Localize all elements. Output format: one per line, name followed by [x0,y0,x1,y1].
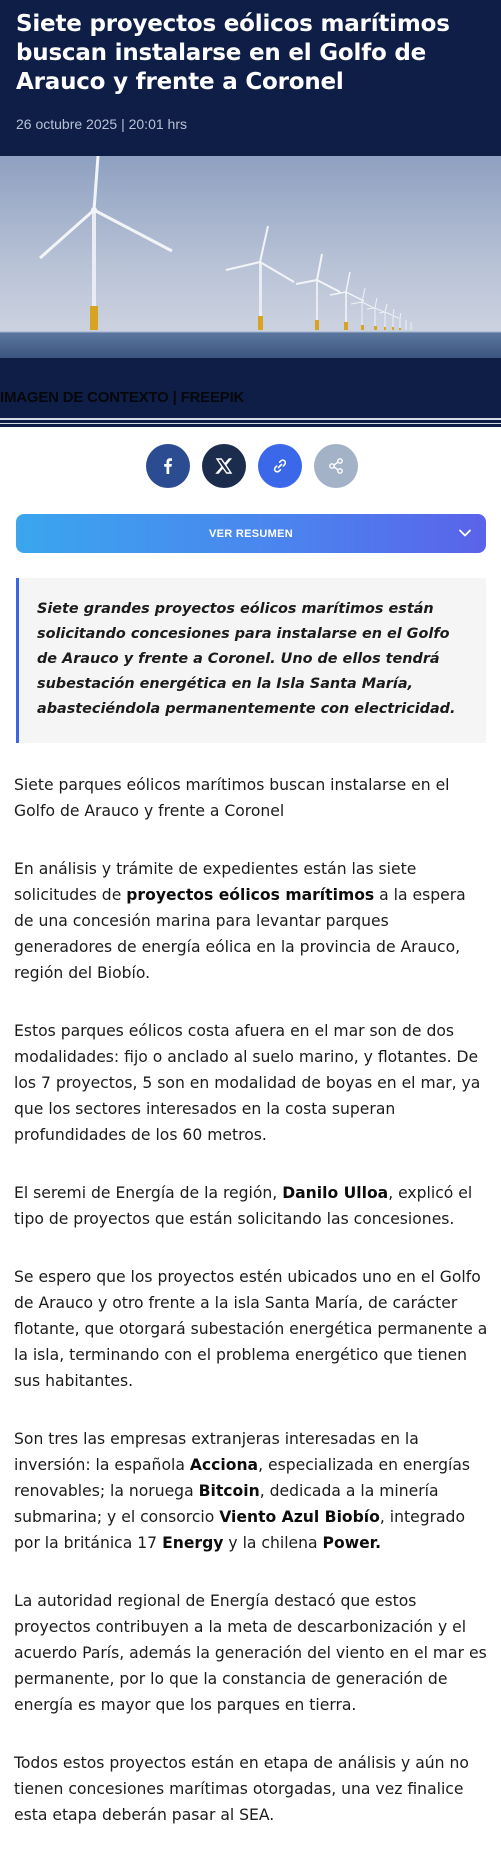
body-paragraph-2 [14,856,488,986]
share-icon [327,457,345,475]
article-date: 26 octubre 2025 | 20:01 hrs [16,116,187,132]
text-run: Son tres las empresas extranjeras interesadas en la inversión: la española [14,1430,419,1474]
article-lead-quote [16,578,486,743]
divider [0,423,501,424]
body-paragraph-1: Siete parques eólicos marítimos buscan instalarse en el Golfo de Arauco y frente a Coronel [14,776,450,820]
text-run: , dedicada a la minería submarina; y el consorcio [14,1482,439,1526]
article-title: Siete proyectos eólicos marítimos buscan instalarse en el Golfo de Arauco y frente a Coronel [16,11,450,95]
link-icon [271,457,289,475]
lead-text: Siete grandes proyectos eólicos marítimos están solicitando concesiones para instalarse en el Golfo de Arauco y frente a Coronel. Uno de ellos tendrá subestación energética en la Isla Santa María, abasteciéndola permanentemente con electricidad. [37,601,456,717]
body-paragraph-7: La autoridad regional de Energía destacó que estos proyectos contribuyen a la meta de descarbonización y el acuerdo París, además la generación del viento en el mar es permanente, por lo que la constancia de generación de energía es mayor que los parques en tierra. [14,1592,487,1714]
share-x-button[interactable] [202,444,246,488]
view-summary-label: VER RESUMEN [209,527,293,540]
body-paragraph-5: Se espero que los proyectos estén ubicados uno en el Golfo de Arauco y otro frente a la isla Santa María, de carácter flotante, que otorgará subestación energética permanente a la isla, terminando con el problema energético que tienen sus habitantes. [14,1268,488,1390]
wind-turbines-photo [0,156,501,358]
x-icon [215,457,233,475]
bold-text-run: Power. [322,1534,382,1552]
bold-text-run: Acciona [189,1456,259,1474]
copy-link-button[interactable] [258,444,302,488]
share-facebook-button[interactable] [146,444,190,488]
image-caption: IMAGEN DE CONTEXTO | FREEPIK [0,389,245,406]
text-run: a la espera de una concesión marina para levantar parques generadores de energía eólica en la provincia de Arauco, región del Biobío. [14,886,466,982]
text-run: , especializada en energías renovables; la noruega [14,1456,471,1500]
bold-text-run: Bitcoin [198,1482,260,1500]
bold-text-run: Energy [162,1534,224,1552]
bold-text-run: proyectos eólicos marítimos [126,886,375,904]
body-paragraph-8: Todos estos proyectos están en etapa de análisis y aún no tienen concesiones marítimas otorgadas, una vez finalice esta etapa deberán pasar al SEA. [14,1754,469,1824]
article-header [0,0,501,427]
text-run: , explicó el tipo de proyectos que están solicitando las concesiones. [14,1184,473,1228]
text-run: El seremi de Energía de la región, [14,1184,283,1202]
chevron-down-icon [458,526,472,540]
text-run: En análisis y trámite de expedientes están las siete solicitudes de [14,860,417,904]
body-paragraph-6 [14,1426,488,1556]
body-paragraph-3: Estos parques eólicos costa afuera en el mar son de dos modalidades: fijo o anclado al suelo marino, y flotantes. De los 7 proyectos, 5 son en modalidad de boyas en el mar, ya que los sectores interesados en la costa superan profundidades de los 60 metros. [14,1022,481,1144]
bold-text-run: Danilo Ulloa [282,1184,389,1202]
body-paragraph-4 [14,1180,488,1232]
facebook-icon [159,457,177,475]
share-more-button[interactable] [314,444,358,488]
bold-text-run: Viento Azul Biobío [219,1508,380,1526]
divider [0,418,501,420]
hero-image [0,156,501,358]
text-run: , integrado por la británica 17 [14,1508,466,1552]
view-summary-button[interactable] [16,514,486,553]
text-run: y la chilena [223,1534,323,1552]
